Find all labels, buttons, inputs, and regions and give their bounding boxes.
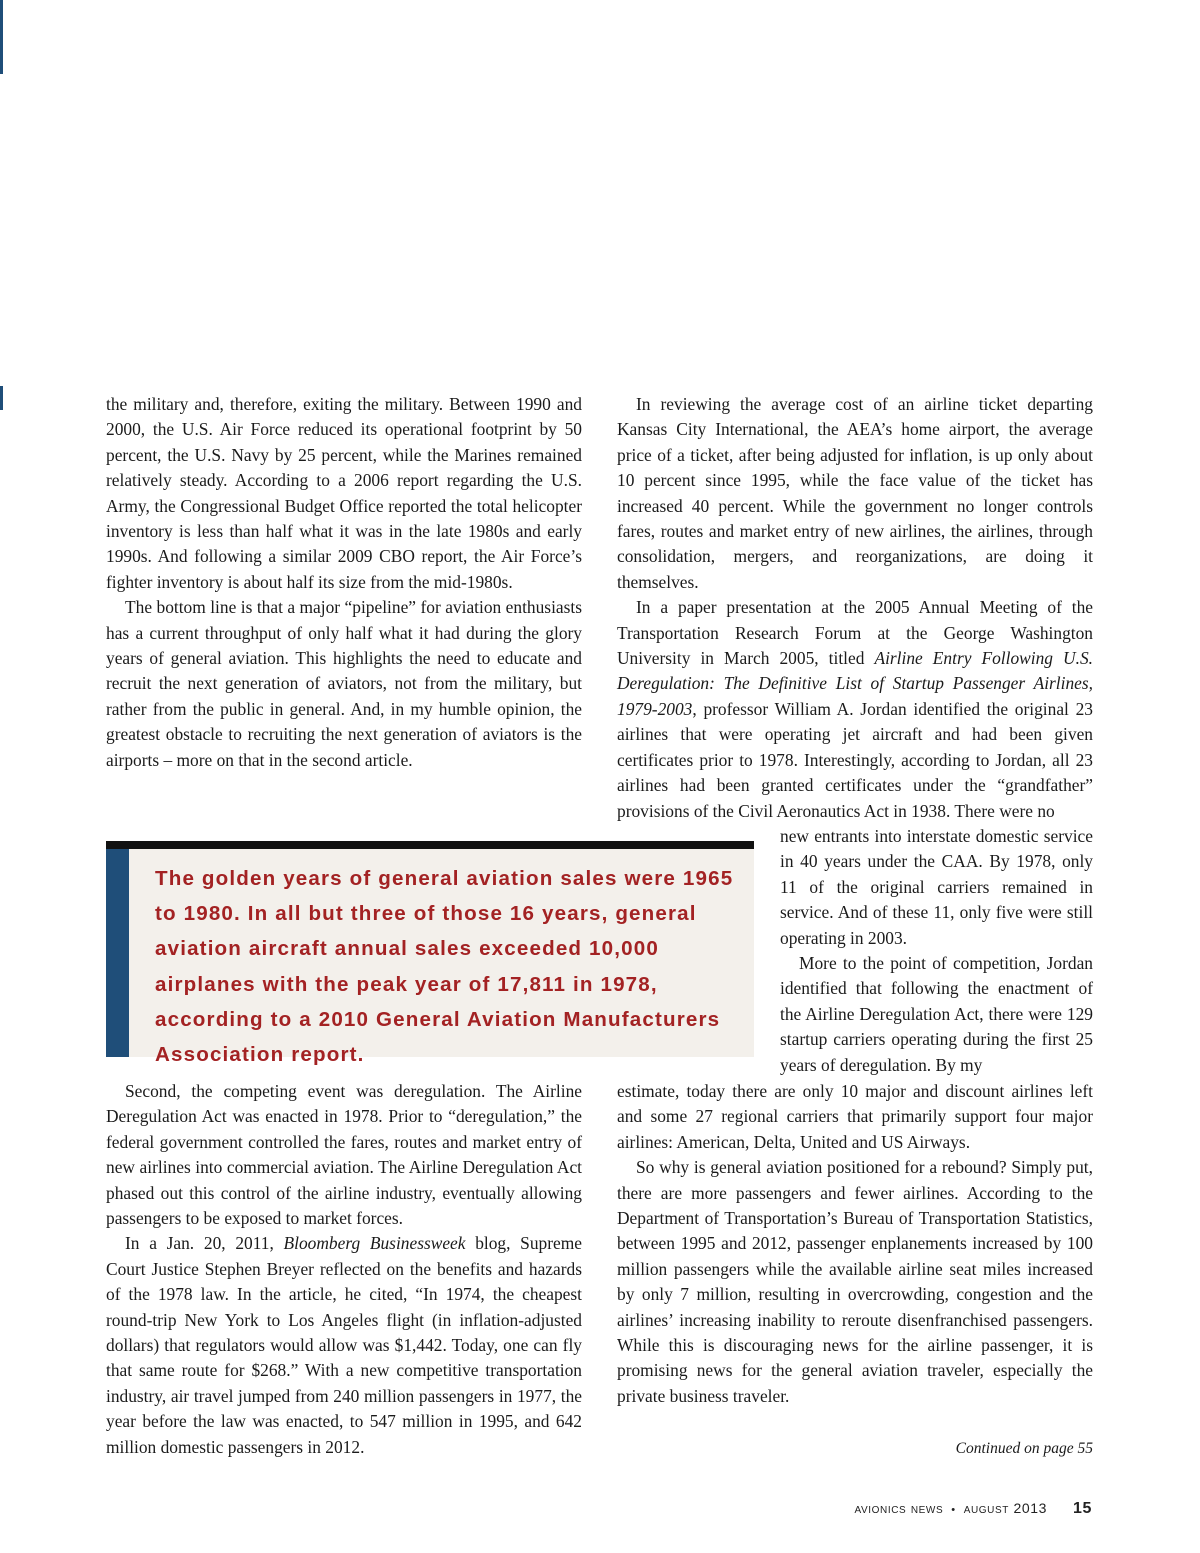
paper-title: Airline Entry Following U.S. Deregulation: The Definitive List of Startup Passenger Airlines, 1979-2003 [617, 648, 1093, 719]
bullet-separator: • [951, 1504, 956, 1516]
text-run: , professor William A. Jordan identified the original 23 airlines that were operating jet aircraft and had been given certificates prior to 1978. Interestingly, according to Jordan, all 23 airlines had been granted certificates under the “grandfather” provisions of the Civil Aeronautics Act in 1938. There were no [617, 698, 1093, 821]
publication-title: Bloomberg Businessweek [283, 1233, 466, 1254]
right-column-bottom [617, 1079, 1093, 1409]
pull-quote-top-rule [106, 841, 754, 849]
paragraph: So why is general aviation positioned for a rebound? Simply put, there are more passengers and fewer airlines. According to the Department of Transportation’s Bureau of Transportation Statistics, between 1995 and 2012, passenger enplanements increased by 100 million passengers while the available airline seat miles increased by only 7 million, resulting in overcrowding, congestion and the airlines’ increasing inability to reroute disenfranchised passengers. While this is discouraging news for the airline passenger, it is promising news for the general aviation traveler, especially the private business traveler. [617, 1157, 1093, 1406]
text-run: In a Jan. 20, 2011, [125, 1233, 284, 1254]
page-edge-marker-top [0, 0, 3, 74]
paragraph: The bottom line is that a major “pipeline” for aviation enthusiasts has a current throughput of only half what it had during the glory years of general aviation. This highlights the need to educate and recruit the next generation of aviators, not from the military, but rather from the public in general. And, in my humble opinion, the greatest obstacle to recruiting the next generation of aviators is the airports – more on that in the second article. [106, 597, 582, 770]
page-footer [854, 1500, 1092, 1518]
paragraph-continuation: new entrants into interstate domestic service in 40 years under the CAA. By 1978, only 11 of the original carriers remained in service. And of these 11, only five were still operating in 2003. [780, 826, 1093, 948]
pull-quote-side-bar [106, 849, 129, 1057]
left-column-top [106, 392, 582, 773]
right-column-top [617, 392, 1093, 824]
text-run: blog, Supreme Court Justice Stephen Breyer reflected on the benefits and hazards of the 1978 law. In the article, he cited, “In 1974, the cheapest round-trip New York to Los Angeles flight (in inflation-adjusted dollars) that regulators would allow was $1,442. Today, one can fly that same route for $268.” With a new competitive transportation industry, air travel jumped from 240 million passengers in 1977, the year before the law was enacted, to 547 million in 1995, and 642 million domestic passengers in 2012. [106, 1233, 583, 1457]
publication-name: avionics news [854, 1500, 944, 1516]
paragraph: In reviewing the average cost of an airline ticket departing Kansas City International, the AEA’s home airport, the average price of a ticket, after being adjusted for inflation, is up only about 10 percent since 1995, while the face value of the ticket has increased 40 percent. While the government no longer controls fares, routes and market entry of new airlines, the airlines, through consolidation, mergers, and reorganizations, are doing it themselves. [617, 394, 1093, 592]
pull-quote [106, 841, 754, 1067]
page-edge-marker-middle [0, 386, 3, 410]
paragraph-continuation: estimate, today there are only 10 major and discount airlines left and some 27 regional carriers that primarily support four major airlines: American, Delta, United and US Airways. [617, 1081, 1093, 1152]
paragraph: the military and, therefore, exiting the military. Between 1990 and 2000, the U.S. Air Force reduced its operational footprint by 50 percent, the U.S. Navy by 25 percent, while the Marines remained relatively steady. According to a 2006 report regarding the U.S. Army, the Congressional Budget Office reported the total helicopter inventory is less than half what it was in the late 1980s and early 1990s. And following a similar 2009 CBO report, the Air Force’s fighter inventory is about half its size from the mid-1980s. [106, 394, 582, 592]
paragraph: Second, the competing event was deregulation. The Airline Deregulation Act was enacted in 1978. Prior to “deregulation,” the federal government controlled the fares, routes and market entry of new airlines into commercial aviation. The Airline Deregulation Act phased out this control of the airline industry, eventually allowing passengers to be exposed to market forces. [106, 1081, 582, 1229]
right-column-wrap [780, 824, 1093, 1078]
left-column-bottom [106, 1079, 582, 1460]
page-number: 15 [1073, 1500, 1092, 1517]
paragraph [617, 595, 1093, 824]
paragraph [106, 1231, 582, 1460]
text-run: In a paper presentation at the 2005 Annual Meeting of the Transportation Research Forum at the George Washington University in March 2005, titled [617, 597, 1093, 669]
pull-quote-text: The golden years of general aviation sales were 1965 to 1980. In all but three of those 16 years, general aviation aircraft annual sales exceeded 10,000 airplanes with the peak year of 17,811 in 1978, according to a 2010 General Aviation Manufacturers Association report. [155, 867, 734, 1067]
issue-date: august 2013 [963, 1500, 1047, 1516]
continued-note: Continued on page 55 [955, 1440, 1093, 1457]
paragraph: More to the point of competition, Jordan identified that following the enactment of the Airline Deregulation Act, there were 129 startup carriers operating during the first 25 years of deregulation. By my [780, 953, 1093, 1075]
